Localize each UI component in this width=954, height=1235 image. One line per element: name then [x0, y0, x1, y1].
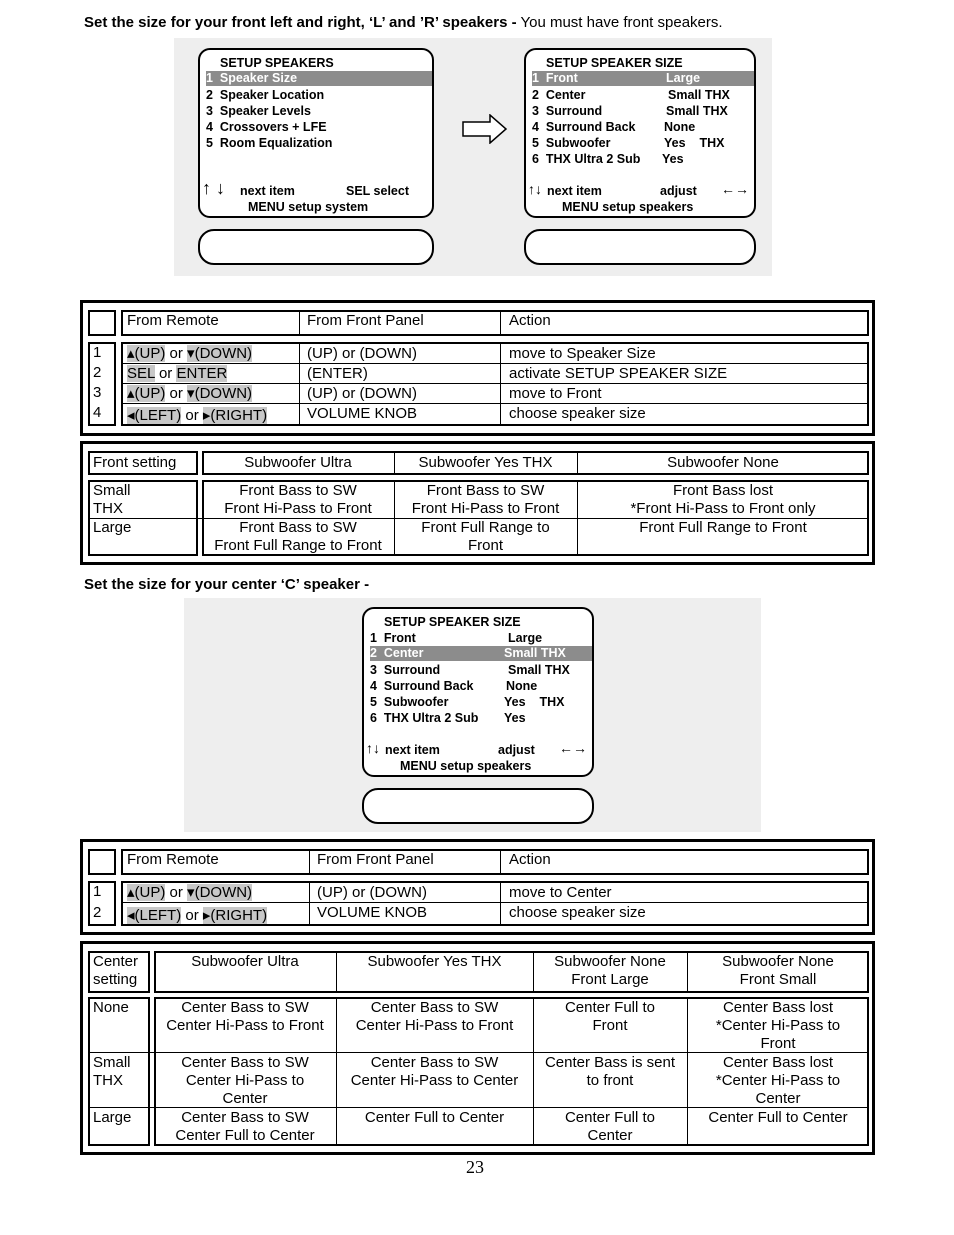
setting-small: Small: [93, 1054, 131, 1071]
setting-thx: THX: [93, 1072, 123, 1089]
cell-text: *Center Hi-Pass to: [715, 1072, 841, 1089]
front-panel-control: VOLUME KNOB: [317, 904, 428, 921]
header-blank-cell: [88, 849, 116, 875]
row-subwoofer[interactable]: [532, 136, 754, 151]
cell-text: Center Bass lost: [722, 999, 834, 1016]
cell-text: Center Full to Center: [364, 1109, 505, 1126]
cell-text: Center Bass to SW: [181, 1109, 309, 1126]
remote-keys: [127, 365, 227, 383]
remote-key-down: ▾(DOWN): [187, 385, 253, 402]
header-from-front-panel: From Front Panel: [307, 312, 424, 329]
row-value: Large: [508, 631, 543, 645]
cell-text: Center: [755, 1090, 801, 1107]
row-surround-back[interactable]: [532, 120, 754, 135]
row-label: 4 Surround Back: [370, 679, 474, 693]
header-subwoofer-yes-thx: Subwoofer Yes THX: [418, 454, 553, 471]
or-text: or: [165, 385, 188, 402]
action-text: choose speaker size: [509, 405, 646, 422]
remote-keys: [127, 385, 252, 403]
footer-menu: MENU setup system: [248, 200, 369, 214]
or-text: or: [165, 884, 188, 901]
heading-normal-text: You must have front speakers.: [516, 14, 723, 31]
footer-next-item: next item: [547, 184, 602, 198]
front-panel-control: (UP) or (DOWN): [307, 345, 417, 362]
row-label: 2 Center: [532, 88, 586, 102]
row-value: Yes: [504, 711, 526, 725]
up-down-arrows-icon: ↑↓: [528, 181, 542, 197]
action-text: activate SETUP SPEAKER SIZE: [509, 365, 728, 382]
remote-key-down: ▾(DOWN): [187, 884, 253, 901]
header-front-setting: Front setting: [93, 454, 177, 471]
row-value: Large: [666, 71, 701, 85]
row-value: None: [664, 120, 696, 134]
header-subwoofer-ultra: Subwoofer Ultra: [244, 454, 352, 471]
or-text: or: [181, 407, 203, 424]
front-panel-control: (ENTER): [307, 365, 368, 382]
menu-item-crossovers[interactable]: 4 Crossovers + LFE: [206, 120, 327, 134]
screen-title: SETUP SPEAKERS: [220, 56, 334, 70]
setup-speaker-size-screen-center: [362, 607, 594, 777]
footer-adjust: adjust: [498, 743, 535, 757]
cell-text: Center Bass to SW: [370, 1054, 499, 1071]
cell-text: Center Bass to SW: [181, 1054, 309, 1071]
setup-speakers-screen: [198, 48, 434, 218]
menu-item-speaker-levels[interactable]: 3 Speaker Levels: [206, 104, 311, 118]
cell-text: Center Full to: [564, 1109, 656, 1126]
row-value: Small THX: [508, 663, 570, 677]
cell-text: Center Bass is sent: [544, 1054, 676, 1071]
setting-large: Large: [93, 1109, 132, 1126]
menu-item-speaker-size[interactable]: 1 Speaker Size: [206, 71, 432, 86]
cell-text: Front Bass lost: [672, 482, 774, 499]
cell-text: Center Full to: [564, 999, 656, 1016]
center-bass-management-table: [80, 941, 875, 1155]
cell-text: Front: [760, 1035, 796, 1052]
cell-text: Front: [592, 1017, 628, 1034]
remote-keys: [127, 907, 267, 925]
display-oval-right: [524, 229, 756, 265]
front-panel-control: (UP) or (DOWN): [307, 385, 417, 402]
cell-text: Front Hi-Pass to Front: [411, 500, 560, 517]
header-subwoofer-ultra: Subwoofer Ultra: [191, 953, 299, 970]
setting-small: Small: [93, 482, 131, 499]
header-subwoofer-none: Subwoofer None: [667, 454, 779, 471]
footer-next-item: next item: [385, 743, 440, 757]
cell-text: Front Full Range to Front: [214, 537, 382, 554]
heading-bold-text: Set the size for your front left and right, ‘L’ and ’R’ speakers -: [84, 14, 517, 31]
up-down-arrows-icon: ↑ ↓: [202, 178, 226, 198]
row-value: None: [506, 679, 538, 693]
header-from-remote: From Remote: [127, 312, 219, 329]
step-number: 2: [93, 904, 102, 921]
cell-text: Front: [467, 537, 503, 554]
row-front[interactable]: [370, 631, 592, 646]
setup-speaker-size-screen: [524, 48, 756, 218]
cell-text: Center Full to Center: [175, 1127, 315, 1144]
heading-bold-text: Set the size for your center ‘C’ speaker -: [84, 576, 370, 593]
left-right-arrows-icon: ←→: [721, 181, 749, 197]
footer-adjust: adjust: [660, 184, 697, 198]
section-heading-front: [84, 14, 723, 31]
cell-text: Front Full Range to Front: [639, 519, 807, 536]
row-label: 3 Surround: [370, 663, 441, 677]
row-label: 3 Surround: [532, 104, 603, 118]
row-center[interactable]: [532, 88, 754, 103]
screens-panel-center: [184, 598, 761, 832]
action-text: move to Center: [509, 884, 612, 901]
screens-panel-front: [174, 38, 772, 276]
remote-key-left: ◂(LEFT): [127, 407, 182, 424]
header-from-front-panel: From Front Panel: [317, 851, 434, 868]
cell-text: Center Bass lost: [722, 1054, 834, 1071]
cell-text: Center: [222, 1090, 268, 1107]
menu-item-room-eq[interactable]: 5 Room Equalization: [206, 136, 333, 150]
cell-text: to front: [586, 1072, 634, 1089]
cell-text: Center Hi-Pass to: [185, 1072, 305, 1089]
header-action: Action: [509, 312, 551, 329]
cell-text: Center Hi-Pass to Center: [350, 1072, 519, 1089]
menu-item-speaker-location[interactable]: 2 Speaker Location: [206, 88, 325, 102]
row-label: 5 Subwoofer: [370, 695, 449, 709]
remote-key-sel: SEL: [127, 365, 155, 382]
cell-text: *Center Hi-Pass to: [715, 1017, 841, 1034]
cell-text: *Front Hi-Pass to Front only: [630, 500, 816, 517]
remote-key-right: ▸(RIGHT): [202, 407, 268, 424]
cell-text: Front Full Range to: [421, 519, 550, 536]
footer-menu: MENU setup speakers: [400, 759, 532, 773]
header-from-remote: From Remote: [127, 851, 219, 868]
or-text: or: [154, 365, 177, 382]
row-value: Yes: [662, 152, 684, 166]
row-surround-back[interactable]: [370, 679, 592, 694]
row-label: 4 Surround Back: [532, 120, 636, 134]
footer-menu: MENU setup speakers: [562, 200, 694, 214]
step-number: 1: [93, 344, 102, 361]
action-text: move to Front: [509, 385, 602, 402]
cell-text: Front Hi-Pass to Front: [224, 500, 372, 517]
row-label: 6 THX Ultra 2 Sub: [370, 711, 479, 725]
cell-text: Center Full to Center: [708, 1109, 848, 1126]
setting-large: Large: [93, 519, 132, 536]
screen-title: SETUP SPEAKER SIZE: [546, 56, 683, 70]
cell-text: Center Hi-Pass to Front: [166, 1017, 324, 1034]
step-number: 4: [93, 404, 102, 421]
cell-text: Front Bass to SW: [426, 482, 545, 499]
or-text: or: [165, 345, 188, 362]
header-front-large: Front Large: [571, 971, 649, 988]
front-panel-control: VOLUME KNOB: [307, 405, 418, 422]
step-number: 2: [93, 364, 102, 381]
cell-text: Front Bass to SW: [239, 519, 357, 536]
header-setting: setting: [93, 971, 138, 988]
row-label: 1 Front: [532, 71, 578, 85]
header-blank-cell: [88, 310, 116, 336]
cell-text: Center Bass to SW: [370, 999, 499, 1016]
remote-key-up: ▴(UP): [127, 884, 166, 901]
left-right-arrows-icon: ←→: [559, 740, 587, 756]
header-subwoofer-none-large: Subwoofer None: [554, 953, 666, 970]
cell-text: Center: [587, 1127, 633, 1144]
remote-key-right: ▸(RIGHT): [202, 907, 268, 924]
row-surround[interactable]: [532, 104, 754, 119]
step-number: 1: [93, 883, 102, 900]
footer-next-item: next item: [240, 184, 295, 198]
remote-keys: [127, 407, 267, 425]
row-value: Small THX: [504, 646, 566, 660]
setting-none: None: [93, 999, 129, 1016]
row-label: 2 Center: [370, 646, 424, 660]
action-text: move to Speaker Size: [509, 345, 656, 362]
row-label: 1 Front: [370, 631, 416, 645]
up-down-arrows-icon: ↑↓: [366, 740, 380, 756]
arrow-right-icon: [462, 114, 508, 144]
remote-keys: [127, 345, 252, 363]
remote-key-up: ▴(UP): [127, 345, 166, 362]
section-heading-center: [84, 576, 369, 593]
step-number: 3: [93, 384, 102, 401]
row-value: Yes THX: [504, 695, 565, 709]
row-thx-ultra2-sub[interactable]: [532, 152, 754, 167]
remote-key-down: ▾(DOWN): [187, 345, 253, 362]
header-row: [121, 310, 869, 336]
remote-key-up: ▴(UP): [127, 385, 166, 402]
display-oval-left: [198, 229, 434, 265]
cell-text: Center Bass to SW: [181, 999, 309, 1016]
remote-steps-table-front: [80, 300, 875, 436]
remote-key-enter: ENTER: [176, 365, 228, 382]
cell-text: Front Bass to SW: [239, 482, 357, 499]
page-number: 23: [466, 1157, 484, 1177]
header-subwoofer-yes-thx: Subwoofer Yes THX: [367, 953, 502, 970]
row-value: Small THX: [668, 88, 730, 102]
header-front-small: Front Small: [739, 971, 817, 988]
or-text: or: [181, 907, 203, 924]
row-center[interactable]: [370, 646, 592, 661]
row-surround[interactable]: [370, 663, 592, 678]
cell-text: Center Hi-Pass to Front: [355, 1017, 514, 1034]
header-subwoofer-none-small: Subwoofer None: [722, 953, 834, 970]
front-panel-control: (UP) or (DOWN): [317, 884, 427, 901]
row-value: Small THX: [666, 104, 728, 118]
remote-keys: [127, 884, 252, 902]
remote-steps-table-center: [80, 839, 875, 935]
setting-thx: THX: [93, 500, 123, 517]
row-subwoofer[interactable]: [370, 695, 592, 710]
action-text: choose speaker size: [509, 904, 646, 921]
row-thx-ultra2-sub[interactable]: [370, 711, 592, 726]
display-oval-center: [362, 788, 594, 824]
header-row: [121, 849, 869, 875]
front-bass-management-table: [80, 441, 875, 565]
footer-sel-select: SEL select: [346, 184, 410, 198]
header-center: Center: [93, 953, 139, 970]
row-label: 6 THX Ultra 2 Sub: [532, 152, 641, 166]
row-value: Yes THX: [664, 136, 725, 150]
remote-key-left: ◂(LEFT): [127, 907, 182, 924]
row-front[interactable]: [532, 71, 754, 86]
screen-title: SETUP SPEAKER SIZE: [384, 615, 521, 629]
header-action: Action: [509, 851, 551, 868]
row-label: 5 Subwoofer: [532, 136, 611, 150]
